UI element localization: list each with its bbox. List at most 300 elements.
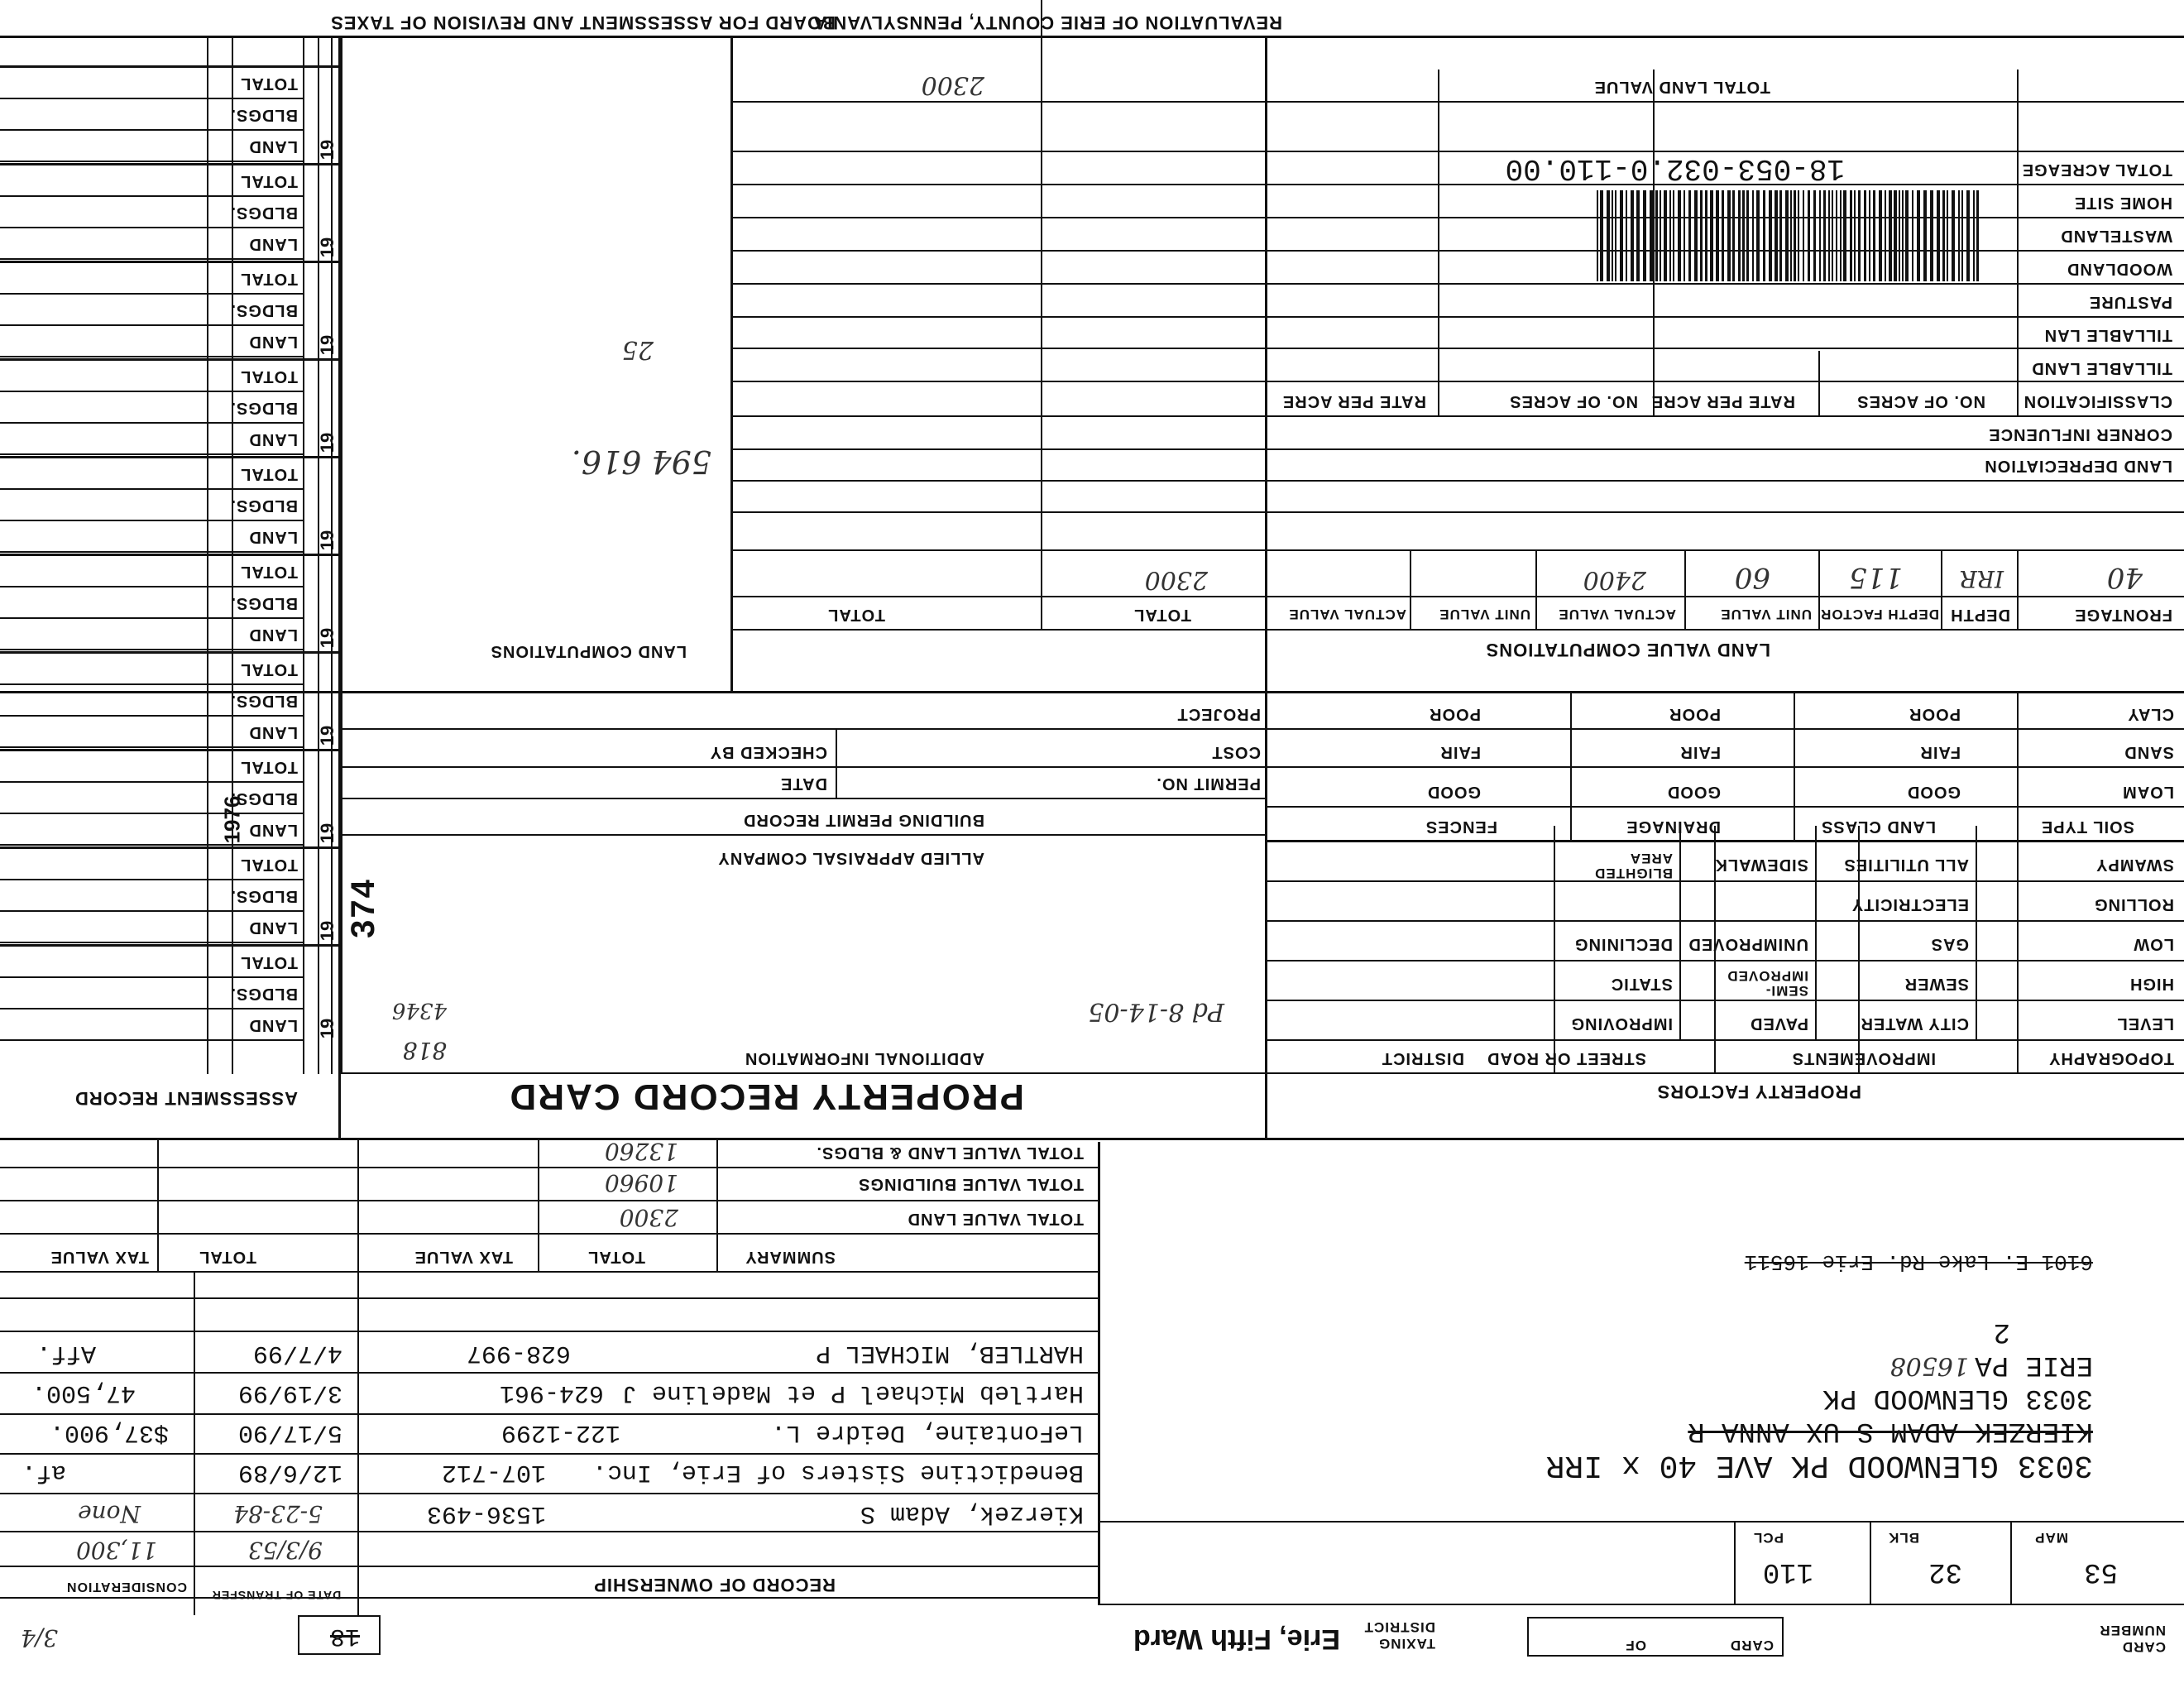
barcode-bar	[1673, 190, 1674, 281]
board-title: BOARD FOR ASSESSMENT AND REVISION OF TAXES	[330, 12, 836, 33]
assessment-row-line	[0, 942, 304, 943]
taxing-district-value: Erie, Fifth Ward	[1133, 1623, 1340, 1655]
ownership-date-2: 12/6/89	[237, 1458, 342, 1486]
class-woodland: WOODLAND	[2067, 260, 2172, 278]
impr-sewer: SEWER	[1904, 975, 1969, 993]
lv-header-actual-value: ACTUAL VALUE	[1558, 607, 1676, 622]
assessment-row-line	[0, 976, 304, 978]
assessment-block-separator	[0, 749, 342, 751]
blk-value: 32	[1928, 1556, 1962, 1587]
ownership-title: RECORD OF OWNERSHIP	[593, 1575, 836, 1595]
corner-influence: CORNER INFLUENCE	[1988, 425, 2172, 444]
assessment-row-line	[0, 879, 304, 880]
assessment-row-label: TOTAL	[240, 465, 298, 483]
ownership-book-5: 628-997	[466, 1339, 571, 1367]
barcode-bar	[1952, 190, 1955, 281]
project-label: PROJECT	[1176, 705, 1261, 723]
assessment-row-label: LAND	[248, 723, 298, 741]
ownership-consid-0: 11,300	[76, 1537, 157, 1564]
pf-header-district: DISTRICT	[1381, 1049, 1464, 1067]
barcode-bar	[1620, 190, 1623, 281]
assessment-row-line	[0, 195, 304, 197]
class-tillable-lan: TILLABLE LAN	[2043, 326, 2172, 344]
barcode-bar	[1889, 190, 1892, 281]
assessment-row-label: LAND	[248, 528, 298, 546]
handwritten-374: 374	[345, 878, 382, 938]
grade-fair-3: FAIR	[1439, 743, 1481, 761]
lv-header-depth-factor: DEPTH FACTOR	[1820, 607, 1939, 622]
assessment-row-line	[0, 1008, 304, 1009]
lv-header-unit-value-2: UNIT VALUE	[1439, 607, 1530, 622]
pcl-label: PCL	[1753, 1530, 1784, 1546]
barcode-bar	[1597, 190, 1598, 281]
ownership-date-5: 4/7/99	[252, 1339, 342, 1367]
ownership-consid-3: $37,900.	[49, 1418, 169, 1446]
barcode-bar	[1688, 190, 1691, 281]
lv-depth-factor-value: 115	[1849, 561, 1903, 594]
barcode-bar	[1600, 190, 1603, 281]
barcode-bar	[1607, 190, 1610, 281]
assessment-row-line	[0, 258, 304, 260]
map-label: MAP	[2034, 1530, 2068, 1546]
county-title: REVALUATION OF ERIE COUNTY, PENNSYLVANIA	[812, 12, 1282, 33]
assessment-row-label: TOTAL	[240, 660, 298, 679]
barcode-bar	[1902, 190, 1904, 281]
ownership-name-4: Hartleb Michael P et Madeline J	[621, 1379, 1084, 1407]
assessment-row-label: BLDGS.	[230, 789, 298, 808]
ownership-date-1: 5-23-84	[233, 1500, 323, 1527]
assessment-row-label: LAND	[248, 333, 298, 351]
assessment-year-prefix: 19	[316, 334, 338, 356]
barcode-bar	[1655, 190, 1658, 281]
assessment-block-separator	[0, 456, 342, 458]
assessment-row-line	[0, 520, 304, 521]
assessment-row-label: TOTAL	[240, 953, 298, 971]
map-value: 53	[2084, 1556, 2118, 1587]
allied-appraisal: ALLIED APPRAISAL COMPANY	[717, 849, 984, 867]
assessment-row-line	[0, 129, 304, 131]
ownership-date-4: 3/19/99	[237, 1379, 342, 1407]
assessment-year-prefix: 19	[316, 530, 338, 551]
owner-struck: KIERZEK ADAM S UX ANNA R	[1688, 1415, 2093, 1446]
barcode-bar	[1942, 190, 1945, 281]
ownership-book-3: 122-1299	[500, 1418, 620, 1446]
assessment-row-line	[0, 98, 304, 99]
summary-row-bldgs-value: 10960	[604, 1169, 678, 1196]
assessment-row-label: BLDGS.	[230, 301, 298, 319]
lc-note-25: 25	[621, 335, 654, 364]
lv-header-total: TOTAL	[1133, 606, 1191, 624]
topo-level: LEVEL	[2116, 1014, 2174, 1033]
lv-actual-value: 2400	[1583, 565, 1646, 594]
grade-poor-1: POOR	[1909, 705, 1961, 723]
summary-header: SUMMARY	[745, 1248, 836, 1266]
barcode-bar	[1763, 190, 1765, 281]
assessment-year-prefix: 19	[316, 822, 338, 844]
classification-header: CLASSIFICATION	[2023, 392, 2172, 410]
grade-poor-2: POOR	[1669, 705, 1721, 723]
barcode-bar	[1843, 190, 1846, 281]
assessment-row-line	[0, 813, 304, 814]
assessment-row-line	[0, 586, 304, 587]
assessment-row-label: LAND	[248, 137, 298, 156]
assessment-row-label: TOTAL	[240, 270, 298, 288]
ownership-consid-1: None	[78, 1500, 141, 1527]
assessment-row-label: TOTAL	[240, 856, 298, 874]
assessment-row-line	[0, 324, 304, 326]
barcode-bar	[1912, 190, 1913, 281]
barcode-bar	[1836, 190, 1837, 281]
note-pd: Pd 8-14-05	[1088, 997, 1224, 1026]
assessment-row-line	[0, 453, 304, 455]
assessment-row-line	[0, 356, 304, 357]
topo-high: HIGH	[2129, 975, 2174, 993]
address-zip: 16508	[1889, 1351, 1969, 1380]
impr-all-utilities: ALL UTILITIES	[1843, 856, 1969, 874]
barcode-bar	[1850, 190, 1852, 281]
barcode-bar	[1828, 190, 1830, 281]
summary-right-total: TOTAL	[199, 1248, 256, 1266]
assessment-row-line	[0, 781, 304, 783]
blk-label: BLK	[1888, 1530, 1919, 1546]
additional-info: ADDITIONAL INFORMATION	[744, 1049, 984, 1067]
note-4346: 4346	[391, 998, 447, 1023]
barcode-bar	[1615, 190, 1616, 281]
pf-header-street: STREET OR ROAD	[1487, 1049, 1646, 1067]
topo-rolling: ROLLING	[2094, 895, 2174, 914]
barcode-bar	[1710, 190, 1713, 281]
barcode-bar	[1756, 190, 1760, 281]
box-number-value: 18	[329, 1622, 360, 1650]
assessment-row-line	[0, 1039, 304, 1041]
grade-good-2: GOOD	[1666, 783, 1721, 801]
assessment-row-label: BLDGS.	[230, 204, 298, 222]
barcode-bar	[1832, 190, 1833, 281]
barcode-bar	[1854, 190, 1856, 281]
location-line: 3033 GLENWOOD PK AVE 40 x IRR	[1545, 1447, 2093, 1483]
barcode-bar	[1660, 190, 1661, 281]
barcode-bar	[1774, 190, 1778, 281]
address-line3: 2	[1993, 1316, 2010, 1347]
assessment-row-line	[0, 293, 304, 295]
address-line2: ERIE PA	[1975, 1349, 2093, 1380]
barcode-bar	[1732, 190, 1735, 281]
assessment-row-label: LAND	[248, 821, 298, 839]
assessment-row-label: BLDGS.	[230, 399, 298, 417]
assessment-row-label: LAND	[248, 430, 298, 448]
assessment-row-line	[0, 683, 304, 685]
assessment-row-label: TOTAL	[240, 758, 298, 776]
barcode-bar	[1808, 190, 1810, 281]
topo-swampy: SWAMPY	[2095, 856, 2174, 874]
lv-header-total-2: TOTAL	[827, 606, 885, 624]
soil-header-fences: FENCES	[1425, 818, 1497, 836]
lv-header-depth: DEPTH	[1950, 606, 2010, 624]
barcode-graphic	[1340, 190, 1985, 281]
note-818: 818	[402, 1037, 447, 1064]
barcode-bar	[1769, 190, 1772, 281]
barcode-bar	[1947, 190, 1948, 281]
ownership-name-3: LeFontaine, Deidre L.	[770, 1418, 1084, 1446]
soil-header-landclass: LAND CLASS	[1821, 818, 1936, 836]
class-tillable-land: TILLABLE LAND	[2031, 359, 2172, 377]
ownership-consid-4: 47,500.	[31, 1379, 136, 1407]
assessment-year-prefix: 19	[316, 627, 338, 649]
assessment-row-label: LAND	[248, 235, 298, 253]
summary-right-taxvalue: TAX VALUE	[50, 1248, 149, 1266]
assessment-row-label: LAND	[248, 626, 298, 644]
taxing-district-label: TAXING DISTRICT	[1363, 1619, 1435, 1652]
assessment-row-line	[0, 844, 304, 846]
pcl-value: 110	[1762, 1556, 1813, 1587]
assessment-row-label: LAND	[248, 1016, 298, 1034]
grade-fair-2: FAIR	[1679, 743, 1721, 761]
property-factors-title: PROPERTY FACTORS	[1656, 1081, 1861, 1102]
lc-note-594-616: 594 616.	[571, 444, 711, 480]
barcode-bar	[1823, 190, 1826, 281]
barcode-bar	[1643, 190, 1646, 281]
barcode-bar	[1752, 190, 1754, 281]
barcode-bar	[1779, 190, 1782, 281]
assessment-row-label: TOTAL	[240, 367, 298, 386]
barcode-bar	[1684, 190, 1685, 281]
lv-unit-value: 60	[1734, 561, 1770, 594]
assessment-row-label: BLDGS.	[230, 985, 298, 1003]
assessment-row-label: BLDGS.	[230, 106, 298, 124]
assessment-block-separator	[0, 846, 342, 849]
summary-total-header: TOTAL	[587, 1248, 645, 1266]
assessment-row-line	[0, 488, 304, 490]
barcode-bar	[1612, 190, 1613, 281]
lv-header-frontage: FRONTAGE	[2074, 606, 2172, 624]
grade-good-3: GOOD	[1426, 783, 1481, 801]
barcode-bar	[1966, 190, 1970, 281]
assessment-block-separator	[0, 944, 342, 947]
barcode-bar	[1742, 190, 1745, 281]
barcode-bar	[1664, 190, 1667, 281]
ownership-date-header: DATE OF TRANSFER	[211, 1589, 342, 1602]
land-computations-title: LAND COMPUTATIONS	[490, 642, 687, 660]
assessment-block-separator	[0, 163, 342, 165]
summary-row-total: TOTAL VALUE LAND & BLDGS.	[816, 1144, 1084, 1162]
barcode-bar	[1727, 190, 1731, 281]
ownership-consid-5: Aff.	[36, 1339, 96, 1367]
class-pasture: PASTURE	[2088, 293, 2172, 311]
assessment-row-label: TOTAL	[240, 563, 298, 581]
barcode-bar	[1694, 190, 1698, 281]
assessment-year-prefix: 19	[316, 1018, 338, 1039]
barcode-bar	[1961, 190, 1963, 281]
class-home-site: HOME SITE	[2073, 194, 2172, 212]
no-acres-header-1: NO. OF ACRES	[1856, 392, 1985, 410]
address-line1: 3033 GLENWOOD PK	[1822, 1382, 2093, 1413]
lv-total-value: 2300	[1144, 565, 1208, 594]
class-total-acreage: TOTAL ACREAGE	[2021, 161, 2172, 179]
assessment-row-line	[0, 391, 304, 392]
barcode-bar	[1819, 190, 1821, 281]
barcode-bar	[1958, 190, 1960, 281]
date-label: DATE	[780, 774, 827, 793]
building-permit-record: BUILDING PERMIT RECORD	[743, 811, 984, 829]
barcode	[1340, 190, 1985, 281]
barcode-bar	[1937, 190, 1940, 281]
assessment-row-label: BLDGS.	[230, 692, 298, 710]
district-static: STATIC	[1610, 975, 1673, 993]
barcode-bar	[1722, 190, 1724, 281]
assessment-row-line	[0, 649, 304, 650]
parcel-id: 18-053-032.0-110.00	[1505, 151, 1845, 185]
pf-header-improvements: IMPROVEMENTS	[1791, 1049, 1936, 1067]
card-label: CARD	[1729, 1638, 1774, 1653]
lv-header-actual-value-2: ACTUAL VALUE	[1288, 607, 1406, 622]
land-value-title: LAND VALUE COMPUTATIONS	[1485, 640, 1770, 660]
barcode-bar	[1869, 190, 1870, 281]
barcode-bar	[1700, 190, 1703, 281]
barcode-bar	[1803, 190, 1804, 281]
pf-header-topography: TOPOGRAPHY	[2048, 1049, 2174, 1067]
barcode-bar	[1879, 190, 1882, 281]
barcode-bar	[1973, 190, 1975, 281]
district-blighted: BLIGHTED AREA	[1594, 851, 1673, 881]
barcode-bar	[1813, 190, 1816, 281]
assessment-row-line	[0, 227, 304, 228]
assessment-block-separator	[0, 651, 342, 654]
checked-by-label: CHECKED BY	[709, 743, 827, 761]
barcode-bar	[1885, 190, 1886, 281]
assessment-block-separator	[0, 261, 342, 263]
no-acres-header-2: NO. OF ACRES	[1509, 392, 1638, 410]
summary-taxvalue-header: TAX VALUE	[414, 1248, 513, 1266]
assessment-year-prefix: 19	[316, 725, 338, 746]
total-land-value-hand: 2300	[921, 70, 984, 99]
barcode-bar	[1631, 190, 1634, 281]
assessment-block-separator	[0, 358, 342, 361]
card-number-label: CARD NUMBER	[2099, 1623, 2166, 1655]
impr-gas: GAS	[1930, 935, 1969, 953]
soil-header-soil: SOIL TYPE	[2040, 818, 2134, 836]
ownership-name-1: Kierzek, Adam S	[860, 1499, 1084, 1527]
ownership-date-0: 9/3/53	[247, 1537, 323, 1564]
summary-row-land-value: 2300	[619, 1204, 678, 1231]
district-declining: DECLINING	[1574, 935, 1673, 953]
ownership-consid-2: af.	[21, 1458, 66, 1486]
ownership-book-2: 107-712	[441, 1458, 546, 1486]
barcode-bar	[1930, 190, 1933, 281]
land-depreciation: LAND DEPRECIATION	[1984, 457, 2172, 475]
corner-mark: 3/4	[20, 1624, 58, 1652]
barcode-bar	[1790, 190, 1792, 281]
barcode-bar	[1840, 190, 1842, 281]
ownership-name-2: Benedictine Sisters of Erie, Inc.	[592, 1458, 1084, 1486]
barcode-bar	[1864, 190, 1866, 281]
barcode-bar	[1899, 190, 1900, 281]
soil-clay: CLAY	[2127, 705, 2174, 723]
summary-row-bldgs: TOTAL VALUE BUILDINGS	[858, 1175, 1084, 1193]
barcode-bar	[1894, 190, 1897, 281]
prior-address: 6101 E. Lake Rd. Erie 16511	[1744, 1249, 2093, 1274]
summary-row-total-value: 13260	[604, 1138, 678, 1165]
grade-good-1: GOOD	[1906, 783, 1961, 801]
lv-frontage-value: 40	[2106, 561, 2143, 594]
assessment-row-line	[0, 551, 304, 553]
cost-label: COST	[1211, 743, 1261, 761]
barcode-bar	[1917, 190, 1920, 281]
street-sidewalk: SIDEWALK	[1714, 856, 1808, 874]
rate-acre-header-2: RATE PER ACRE	[1281, 392, 1426, 410]
barcode-bar	[1923, 190, 1927, 281]
topo-low: LOW	[2133, 935, 2174, 953]
ownership-book-1: 1536-493	[426, 1499, 546, 1527]
district-improving: IMPROVING	[1570, 1014, 1673, 1033]
grade-poor-3: POOR	[1429, 705, 1481, 723]
impr-electricity: ELECTRICITY	[1851, 895, 1969, 914]
assessment-handwritten-year: 1976	[219, 795, 245, 844]
assessment-row-line	[0, 617, 304, 619]
assessment-row-label: BLDGS.	[230, 887, 298, 905]
barcode-bar	[1873, 190, 1875, 281]
assessment-row-line	[0, 910, 304, 912]
permit-no-label: PERMIT NO.	[1156, 774, 1261, 793]
lv-header-unit-value: UNIT VALUE	[1720, 607, 1812, 622]
assessment-row-line	[0, 715, 304, 717]
barcode-bar	[1650, 190, 1653, 281]
ownership-consideration-header: CONSIDERATION	[65, 1580, 187, 1594]
barcode-bar	[1858, 190, 1861, 281]
summary-row-land: TOTAL VALUE LAND	[907, 1210, 1084, 1228]
barcode-bar	[1746, 190, 1749, 281]
barcode-bar	[1705, 190, 1707, 281]
barcode-bar	[1716, 190, 1719, 281]
barcode-bar	[1976, 190, 1979, 281]
barcode-bar	[1905, 190, 1909, 281]
assessment-row-line	[0, 161, 304, 162]
impr-city-water: CITY WATER	[1860, 1014, 1969, 1033]
lv-depth-value: IRR	[1959, 565, 2004, 592]
assessment-row-label: BLDGS.	[230, 594, 298, 612]
assessment-row-label: LAND	[248, 918, 298, 937]
barcode-bar	[1798, 190, 1799, 281]
assessment-year-prefix: 19	[316, 920, 338, 942]
barcode-bar	[1626, 190, 1627, 281]
assessment-row-label: TOTAL	[240, 74, 298, 93]
barcode-bar	[1678, 190, 1681, 281]
assessment-year-prefix: 19	[316, 139, 338, 161]
street-semi: SEMI-IMPROVED	[1727, 968, 1808, 999]
barcode-bar	[1785, 190, 1789, 281]
soil-header-drainage: DRAINAGE	[1626, 818, 1721, 836]
assessment-block-separator	[0, 554, 342, 556]
street-paved: PAVED	[1750, 1014, 1808, 1033]
ownership-book-4: 624-961	[499, 1379, 604, 1407]
barcode-bar	[1636, 190, 1640, 281]
barcode-bar	[1669, 190, 1671, 281]
assessment-row-line	[0, 746, 304, 748]
barcode-bar	[1738, 190, 1741, 281]
assessment-row-line	[0, 422, 304, 424]
class-wasteland: WASTELAND	[2060, 227, 2172, 245]
assessment-row-label: BLDGS.	[230, 496, 298, 515]
soil-loam: LOAM	[2122, 783, 2174, 801]
ownership-name-5: HARTLEB, MICHAEL P	[815, 1339, 1084, 1367]
ownership-date-3: 5/17/90	[237, 1418, 342, 1446]
assessment-title: ASSESSMENT RECORD	[74, 1088, 298, 1109]
total-land-value: TOTAL LAND VALUE	[1593, 78, 1770, 96]
record-card-title: PROPERTY RECORD CARD	[508, 1077, 1024, 1117]
barcode-bar	[1794, 190, 1796, 281]
grade-fair-1: FAIR	[1919, 743, 1961, 761]
rate-acre-header-1: RATE PER ACRE	[1650, 392, 1795, 410]
assessment-year-prefix: 19	[316, 432, 338, 453]
